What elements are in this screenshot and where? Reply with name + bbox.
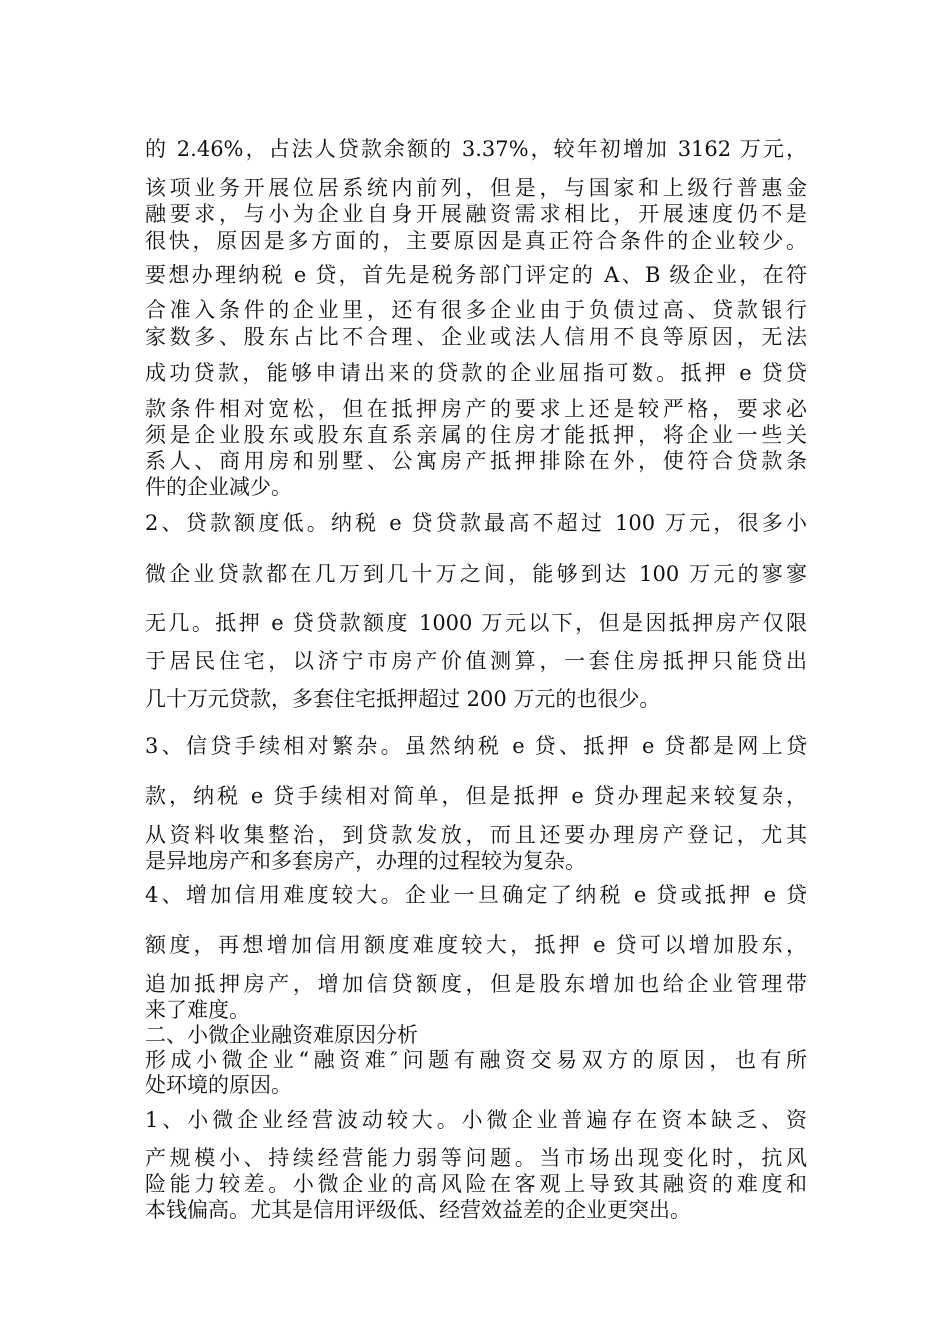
text-line: 微企业贷款都在几万到几十万之间，能够到达 100 万元的寥寥 bbox=[145, 562, 807, 586]
text-line: 款条件相对宽松，但在抵押房产的要求上还是较严格，要求必 bbox=[145, 397, 807, 421]
text-line: 于居民住宅，以济宁市房产价值测算，一套住房抵押只能贷出 bbox=[145, 649, 807, 673]
text-line: 几十万元贷款，多套住宅抵押超过 200 万元的也很少。 bbox=[145, 687, 661, 711]
text-line: 无几。抵押 e 贷贷款额度 1000 万元以下，但是因抵押房产仅限 bbox=[145, 611, 807, 635]
text-line: 要想办理纳税 e 贷，首先是税务部门评定的 A、B 级企业，在符 bbox=[145, 263, 807, 287]
text-line: 3、信贷手续相对繁杂。虽然纳税 e 贷、抵押 e 贷都是网上贷 bbox=[145, 734, 807, 758]
text-line: 形成小微企业“融资难″问题有融资交易双方的原因，也有所 bbox=[145, 1048, 807, 1072]
text-line: 合准入条件的企业里，还有很多企业由于负债过高、贷款银行 bbox=[145, 298, 807, 322]
text-line: 本钱偏高。尤其是信用评级低、经营效益差的企业更突出。 bbox=[145, 1198, 691, 1222]
text-line: 4、增加信用难度较大。企业一旦确定了纳税 e 贷或抵押 e 贷 bbox=[145, 883, 807, 907]
text-line: 险能力较差。小微企业的高风险在客观上导致其融资的难度和 bbox=[145, 1172, 807, 1196]
text-line: 成功贷款，能够申请出来的贷款的企业屈指可数。抵押 e 贷贷 bbox=[145, 361, 807, 385]
text-line: 款，纳税 e 贷手续相对简单，但是抵押 e 贷办理起来较复杂， bbox=[145, 784, 807, 808]
text-line: 是异地房产和多套房产，办理的过程较为复杂。 bbox=[145, 849, 586, 873]
text-line: 处环境的原因。 bbox=[145, 1073, 292, 1097]
text-line: 追加抵押房产，增加信贷额度，但是股东增加也给企业管理带 bbox=[145, 972, 807, 996]
text-line: 该项业务开展位居系统内前列，但是，与国家和上级行普惠金 bbox=[145, 176, 807, 200]
text-line: 须是企业股东或股东直系亲属的住房才能抵押，将企业一些关 bbox=[145, 423, 807, 447]
text-line: 很快，原因是多方面的，主要原因是真正符合条件的企业较少。 bbox=[145, 229, 807, 253]
text-line: 系人、商用房和别墅、公寓房产抵押排除在外，使符合贷款条 bbox=[145, 449, 807, 473]
text-line: 额度，再想增加信用额度难度较大，抵押 e 贷可以增加股东， bbox=[145, 933, 807, 957]
text-line: 的 2.46%，占法人贷款余额的 3.37%，较年初增加 3162 万元， bbox=[145, 137, 807, 161]
text-line: 2、贷款额度低。纳税 e 贷贷款最高不超过 100 万元，很多小 bbox=[145, 511, 807, 535]
section-heading: 二、小微企业融资难原因分析 bbox=[145, 1023, 418, 1047]
text-line: 融要求，与小为企业自身开展融资需求相比，开展速度仍不是 bbox=[145, 202, 807, 226]
text-line: 来了难度。 bbox=[145, 998, 250, 1022]
text-line: 件的企业减少。 bbox=[145, 475, 292, 499]
text-line: 1、小微企业经营波动较大。小微企业普遍存在资本缺乏、资 bbox=[145, 1108, 807, 1132]
text-line: 从资料收集整治，到贷款发放，而且还要办理房产登记，尤其 bbox=[145, 823, 807, 847]
text-line: 产规模小、持续经营能力弱等问题。当市场出现变化时，抗风 bbox=[145, 1146, 807, 1170]
text-line: 家数多、股东占比不合理、企业或法人信用不良等原因，无法 bbox=[145, 325, 807, 349]
